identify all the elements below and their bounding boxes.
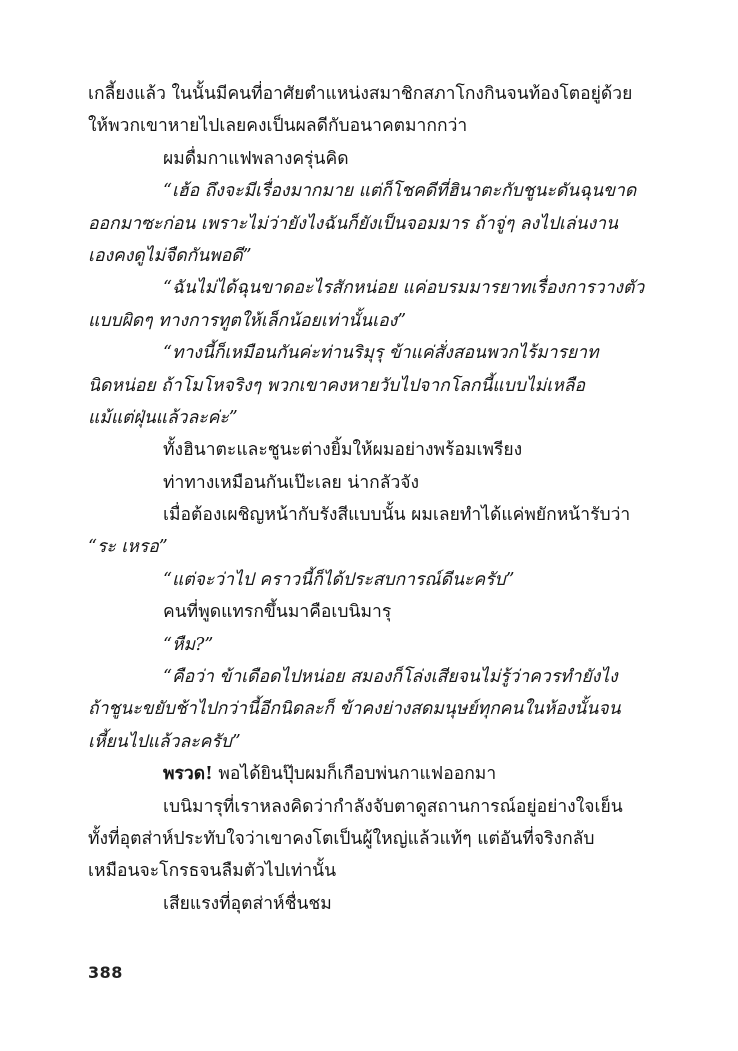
dialogue-line: “แต่จะว่าไป คราวนี้ก็ได้ประสบการณ์ดีนะครับ” [163, 569, 515, 590]
text-line: เบนิมารุที่เราหลงคิดว่ากำลังจับตาดูสถานการณ์อยู่อย่างใจเย็น [163, 796, 623, 817]
page-body [88, 78, 651, 920]
text-line: คนที่พูดแทรกขึ้นมาคือเบนิมารุ [163, 602, 392, 623]
dialogue-line: “ระ เหรอ” [88, 537, 168, 558]
text-line: ท่าทางเหมือนกันเป๊ะเลย น่ากลัวจัง [163, 472, 420, 493]
dialogue-line: “เฮ้อ ถึงจะมีเรื่องมากมาย แต่ก็โชคดีที่ฮินาตะกับชูนะดันฉุนขาด [163, 181, 637, 202]
dialogue-line: แม้แต่ฝุ่นแล้วละค่ะ” [88, 407, 238, 428]
text-line: ทั้งฮินาตะและชูนะต่างยิ้มให้ผมอย่างพร้อมเพรียง [163, 440, 523, 461]
dialogue-line: “หืม?” [163, 634, 214, 655]
text-line: ให้พวกเขาหายไปเลยคงเป็นผลดีกับอนาคตมากกว่า [88, 116, 468, 137]
text-line-rest: พอได้ยินปุ๊บผมก็เกือบพ่นกาแฟออกมา [212, 764, 497, 785]
text-line [88, 758, 651, 790]
text-line: ทั้งที่อุตส่าห์ประทับใจว่าเขาคงโตเป็นผู้ใหญ่แล้วแท้ๆ แต่อันที่จริงกลับ [88, 828, 595, 849]
dialogue-line: “คือว่า ข้าเดือดไปหน่อย สมองก็โล่งเสียจนไม่รู้ว่าควรทำยังไง [163, 667, 618, 688]
dialogue-line: เหี้ยนไปแล้วละครับ” [88, 731, 241, 752]
dialogue-line: ออกมาซะก่อน เพราะไม่ว่ายังไงฉันก็ยังเป็นจอมมาร ถ้าจู่ๆ ลงไปเล่นงาน [88, 213, 618, 234]
text-line: เมื่อต้องเผชิญหน้ากับรังสีแบบนั้น ผมเลยทำได้แค่พยักหน้ารับว่า [163, 505, 631, 526]
text-line: เหมือนจะโกรธจนลืมตัวไปเท่านั้น [88, 861, 337, 882]
page-number: 388 [88, 963, 123, 982]
dialogue-line: “ทางนี้ก็เหมือนกันค่ะท่านริมุรุ ข้าแค่สั่งสอนพวกไร้มารยาท [163, 343, 599, 364]
dialogue-line: แบบผิดๆ ทางการทูตให้เล็กน้อยเท่านั้นเอง” [88, 310, 407, 331]
text-line: ผมดื่มกาแฟพลางครุ่นคิด [163, 148, 349, 169]
text-line: เกลี้ยงแล้ว ในนั้นมีคนที่อาศัยตำแหน่งสมาชิกสภาโกงกินจนท้องโตอยู่ด้วย [88, 84, 633, 104]
sound-effect: พรวด! [163, 764, 213, 785]
dialogue-line: นิดหน่อย ถ้าโมโหจริงๆ พวกเขาคงหายวับไปจากโลกนี้แบบไม่เหลือ [88, 375, 585, 396]
dialogue-line: เองคงดูไม่จืดกันพอดี” [88, 245, 252, 266]
dialogue-line: ถ้าชูนะขยับช้าไปกว่านี้อีกนิดละก็ ข้าคงย่างสดมนุษย์ทุกคนในห้องนั้นจน [88, 699, 621, 720]
text-line: เสียแรงที่อุตส่าห์ชื่นชม [163, 893, 332, 914]
dialogue-line: “ฉันไม่ได้ฉุนขาดอะไรสักหน่อย แค่อบรมมารยาทเรื่องการวางตัว [163, 278, 645, 299]
